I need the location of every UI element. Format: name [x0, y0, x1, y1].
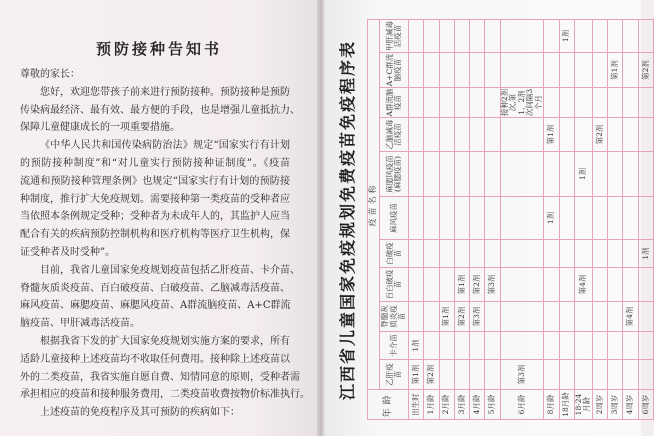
dose-cell — [470, 118, 485, 152]
paragraph-line: 脊髓灰质炎疫苗、百白破疫苗、白破疫苗、乙脑减毒活疫苗、 — [20, 282, 290, 294]
dose-cell — [409, 19, 424, 52]
paragraph-line: 当依照本条例规定受种；受种者为未成年人的，其监护人应当 — [20, 211, 290, 223]
dose-cell — [439, 268, 454, 302]
dose-cell — [470, 360, 485, 390]
dose-cell — [544, 19, 559, 52]
dose-cell — [409, 268, 424, 302]
dose-cell: 接种2剂次,第1、2剂次间隔3个月 — [499, 88, 543, 117]
dose-cell — [439, 360, 454, 390]
dose-cell — [424, 302, 439, 332]
age-cell: 18-24月龄 — [574, 390, 592, 420]
dose-cell — [638, 332, 653, 360]
dose-cell — [544, 302, 559, 332]
dose-cell — [500, 118, 544, 152]
dose-cell: 第2剂 — [638, 53, 653, 88]
dose-cell — [470, 197, 485, 240]
paragraph-line: 根据我省下发的扩大国家免疫规划实施方案的要求，所有 — [40, 335, 290, 347]
dose-cell — [439, 118, 454, 152]
notice-title: 预防接种告知书 — [95, 40, 222, 58]
age-cell: 6周岁 — [638, 390, 653, 420]
dose-cell: 第1剂 — [409, 360, 424, 390]
dose-cell — [574, 88, 592, 118]
age-cell: 6月龄 — [500, 390, 544, 420]
dose-cell — [544, 268, 559, 302]
dose-cell: 第3剂 — [470, 302, 485, 332]
dose-cell — [623, 19, 638, 52]
dose-cell — [424, 118, 439, 152]
notice-paragraph — [20, 137, 290, 262]
paragraph-line: 外的二类疫苗，我省实施自愿自费、知情同意的原则，受种者需 — [20, 371, 300, 383]
dose-cell: 第1剂 — [608, 53, 623, 88]
paragraph-line: 适龄儿童接种上述疫苗均不收取任何费用。接种除上述疫苗以 — [20, 353, 290, 365]
paragraph-line: 配合有关的疾病预防控制机构和医疗机构等医疗卫生机构，保 — [20, 229, 290, 241]
vaccine-header: 甲肝减毒活疫苗 — [380, 19, 409, 52]
paragraph-line: 保障儿童健康成长的一项重要措施。 — [20, 122, 180, 134]
dose-cell — [559, 302, 574, 332]
paragraph-line: 上述疫苗的免疫程序及其可预防的疾病如下： — [40, 407, 240, 419]
table-row — [439, 19, 454, 419]
dose-cell — [623, 240, 638, 268]
dose-cell — [544, 88, 559, 118]
dose-cell — [485, 360, 500, 390]
vaccine-header: 脊髓灰质炎疫苗 — [380, 302, 409, 332]
dose-cell — [608, 88, 623, 118]
dose-cell — [424, 332, 439, 360]
dose-cell — [559, 118, 574, 152]
dose-cell — [608, 360, 623, 390]
dose-cell — [559, 268, 574, 302]
dose-cell — [623, 268, 638, 302]
dose-cell — [559, 197, 574, 240]
table-row — [544, 19, 559, 419]
dose-cell — [439, 53, 454, 88]
table-row — [592, 19, 607, 419]
dose-cell — [424, 19, 439, 52]
dose-cell — [470, 19, 485, 52]
dose-cell — [638, 118, 653, 152]
notice-body — [20, 66, 310, 422]
dose-cell — [592, 302, 607, 332]
dose-cell — [592, 332, 607, 360]
age-cell: 1月龄 — [424, 390, 439, 420]
dose-cell — [559, 332, 574, 360]
age-cell: 4月龄 — [470, 390, 485, 420]
paragraph-line: 承担相应的疫苗和接种服务费用，二类疫苗收费按物价标准执行。 — [20, 389, 310, 401]
table-row — [409, 19, 424, 419]
age-cell: 4周岁 — [623, 390, 638, 420]
dose-cell — [454, 332, 469, 360]
dose-cell — [454, 360, 469, 390]
dose-cell — [470, 240, 485, 268]
dose-cell — [485, 53, 500, 88]
dose-cell — [574, 302, 592, 332]
schedule-title: 江西省儿童国家免疫规划免费疫苗免疫程序表 — [338, 40, 357, 401]
dose-cell — [608, 19, 623, 52]
dose-cell — [409, 240, 424, 268]
dose-cell — [592, 197, 607, 240]
dose-cell — [454, 53, 469, 88]
table-row — [485, 19, 500, 419]
dose-cell — [608, 240, 623, 268]
dose-cell: 1剂 — [638, 240, 653, 268]
dose-cell: 第3剂 — [485, 268, 500, 302]
dose-cell — [544, 332, 559, 360]
vaccine-header: 麻风疫苗 — [380, 197, 409, 240]
dose-cell — [592, 53, 607, 88]
vaccine-header: 卡介苗 — [380, 332, 409, 360]
dose-cell: 第2剂 — [424, 360, 439, 390]
dose-cell — [592, 88, 607, 118]
dose-cell — [409, 88, 424, 118]
paragraph-line: 您好，欢迎您带孩子前来进行预防接种。预防接种是预防 — [40, 86, 290, 98]
dose-cell — [544, 360, 559, 390]
dose-cell — [454, 19, 469, 52]
dose-cell: 第1剂 — [544, 118, 559, 152]
paragraph-line: 脑疫苗、甲肝减毒活疫苗。 — [20, 318, 140, 330]
table-row — [424, 19, 439, 419]
paragraph-line: 传染病最经济、最有效、最方便的手段，也是增强儿童抵抗力、 — [20, 104, 300, 116]
dose-cell — [424, 197, 439, 240]
dose-cell — [608, 152, 623, 197]
dose-cell — [638, 88, 653, 118]
dose-cell — [454, 240, 469, 268]
paragraph-line: 的预防接种制度”和“对儿童实行预防接种证制度”。《疫苗 — [20, 157, 290, 169]
dose-cell — [500, 19, 544, 52]
dose-cell: 第2剂 — [470, 268, 485, 302]
dose-cell — [485, 88, 500, 118]
notice-paragraph — [20, 262, 300, 333]
vaccine-header: A群流脑疫苗 — [380, 88, 409, 118]
vaccine-group-header: 疫苗名称 — [368, 19, 380, 389]
dose-cell — [500, 332, 544, 360]
dose-cell — [559, 360, 574, 390]
dose-cell — [559, 88, 574, 118]
dose-cell — [424, 240, 439, 268]
dose-cell — [439, 19, 454, 52]
dose-cell — [623, 118, 638, 152]
schedule-table — [367, 19, 654, 420]
dose-cell — [574, 332, 592, 360]
dose-cell — [485, 302, 500, 332]
vaccine-header: 麻腮风疫苗(麻腮疫苗) — [380, 152, 409, 197]
dose-cell: 第2剂 — [592, 118, 607, 152]
dose-cell — [608, 332, 623, 360]
dose-cell — [500, 240, 544, 268]
dose-cell — [485, 332, 500, 360]
dose-cell — [454, 197, 469, 240]
dose-cell — [544, 53, 559, 88]
dose-cell — [574, 118, 592, 152]
dose-cell — [574, 240, 592, 268]
paragraph-line: 种制度，推行扩大免疫规划。需要接种第一类疫苗的受种者应 — [20, 193, 290, 205]
dose-cell: 1剂 — [544, 197, 559, 240]
table-row — [608, 19, 623, 419]
dose-cell — [623, 88, 638, 118]
dose-cell: 第4剂 — [574, 268, 592, 302]
paragraph-line: 麻风疫苗、麻腮疫苗、麻腮风疫苗、A群流脑疫苗、A+C群流 — [20, 300, 291, 312]
dose-cell — [623, 152, 638, 197]
dose-cell — [638, 268, 653, 302]
paragraph-line: 《中华人民共和国传染病防治法》规定“国家实行有计划 — [40, 140, 290, 152]
table-row — [559, 19, 574, 419]
dose-cell: 第2剂 — [454, 302, 469, 332]
dose-cell — [439, 240, 454, 268]
age-cell: 2月龄 — [439, 390, 454, 420]
notice-paragraph — [20, 84, 300, 137]
dose-cell — [485, 118, 500, 152]
dose-cell — [424, 88, 439, 118]
dose-cell — [500, 302, 544, 332]
dose-cell — [559, 53, 574, 88]
dose-cell — [623, 360, 638, 390]
dose-cell — [592, 268, 607, 302]
dose-cell — [439, 332, 454, 360]
dose-cell — [454, 118, 469, 152]
dose-cell — [485, 152, 500, 197]
dose-cell — [638, 302, 653, 332]
dose-cell: 第3剂 — [500, 360, 544, 390]
table-row — [500, 19, 544, 419]
vaccine-header: 乙脑减毒活疫苗 — [380, 118, 409, 152]
vaccine-header: 乙肝疫苗 — [380, 360, 409, 390]
dose-cell — [544, 240, 559, 268]
vaccine-header: 百白破疫苗 — [380, 268, 409, 302]
dose-cell — [454, 88, 469, 118]
age-cell: 3周岁 — [608, 390, 623, 420]
dose-cell: 第1剂 — [454, 268, 469, 302]
dose-cell — [439, 197, 454, 240]
vaccine-header: 白破疫苗 — [380, 240, 409, 268]
notice-paragraph — [20, 404, 290, 422]
age-cell: 3月龄 — [454, 390, 469, 420]
age-cell: 出生时 — [409, 390, 424, 420]
dose-cell — [500, 197, 544, 240]
dose-cell — [500, 53, 544, 88]
age-cell: 8月龄 — [544, 390, 559, 420]
dose-cell — [638, 360, 653, 390]
table-row — [638, 19, 653, 419]
dose-cell: 第1剂 — [439, 302, 454, 332]
table-row — [470, 19, 485, 419]
dose-cell — [592, 19, 607, 52]
dose-cell — [470, 332, 485, 360]
dose-cell — [559, 152, 574, 197]
paragraph-line: 目前，我省儿童国家免疫规划疫苗包括乙肝疫苗、卡介苗、 — [40, 264, 300, 276]
dose-cell: 1剂 — [574, 152, 592, 197]
dose-cell — [638, 197, 653, 240]
notice-paragraph — [20, 333, 310, 404]
dose-cell — [638, 19, 653, 52]
dose-cell — [409, 197, 424, 240]
dose-cell: 1剂 — [559, 19, 574, 52]
dose-cell — [485, 19, 500, 52]
dose-cell — [485, 240, 500, 268]
dose-cell — [470, 88, 485, 118]
dose-cell — [409, 302, 424, 332]
dose-cell — [608, 302, 623, 332]
dose-cell — [574, 53, 592, 88]
dose-cell — [424, 152, 439, 197]
dose-cell — [559, 240, 574, 268]
dose-cell — [409, 152, 424, 197]
dose-cell — [409, 53, 424, 88]
age-cell: 18月龄 — [559, 390, 574, 420]
dose-cell — [623, 332, 638, 360]
greeting: 尊敬的家长： — [20, 69, 80, 80]
dose-cell — [592, 360, 607, 390]
dose-cell — [608, 268, 623, 302]
dose-cell — [470, 53, 485, 88]
dose-cell — [592, 152, 607, 197]
table-row — [454, 19, 469, 419]
dose-cell — [439, 88, 454, 118]
age-header: 年龄 — [368, 390, 409, 420]
table-row — [574, 19, 592, 419]
dose-cell — [500, 268, 544, 302]
notice-page — [0, 0, 318, 436]
dose-cell — [439, 152, 454, 197]
dose-cell — [500, 152, 544, 197]
paragraph-line: 流通和预防接种管理条例》也规定“国家实行有计划的预防接 — [20, 175, 290, 187]
dose-cell: 第4剂 — [623, 302, 638, 332]
dose-cell — [592, 240, 607, 268]
schedule-rotated — [334, 20, 650, 420]
dose-cell — [424, 53, 439, 88]
dose-cell — [623, 197, 638, 240]
dose-cell — [574, 360, 592, 390]
paragraph-line: 证受种者及时受种”。 — [20, 246, 116, 258]
dose-cell — [470, 152, 485, 197]
dose-cell — [574, 197, 592, 240]
age-cell: 2周岁 — [592, 390, 607, 420]
dose-cell: 1剂 — [409, 332, 424, 360]
dose-cell — [544, 152, 559, 197]
dose-cell — [623, 53, 638, 88]
age-cell: 5月龄 — [485, 390, 500, 420]
dose-cell — [409, 118, 424, 152]
dose-cell — [485, 197, 500, 240]
dose-cell — [454, 152, 469, 197]
dose-cell — [424, 268, 439, 302]
table-row — [623, 19, 638, 419]
dose-cell — [574, 19, 592, 52]
vaccine-header: A+C群流脑疫苗 — [380, 53, 409, 88]
dose-cell — [608, 197, 623, 240]
dose-cell — [638, 152, 653, 197]
dose-cell — [608, 118, 623, 152]
book-gutter — [317, 0, 325, 436]
